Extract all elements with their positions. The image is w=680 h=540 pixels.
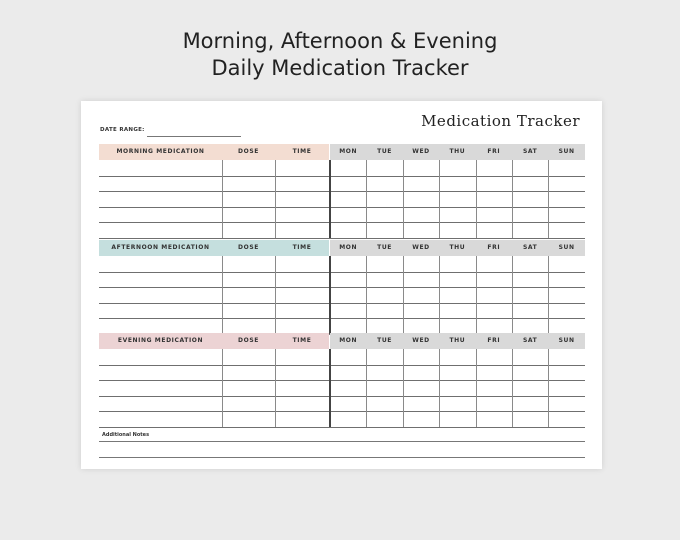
dose-header: DOSE	[238, 148, 259, 155]
section-header	[99, 333, 585, 349]
column-divider	[548, 256, 549, 334]
column-divider	[330, 349, 331, 427]
column-divider	[476, 349, 477, 427]
column-divider	[439, 256, 440, 334]
column-divider	[330, 160, 331, 238]
time-header: TIME	[292, 148, 312, 155]
day-header-tue: TUE	[377, 148, 393, 155]
section-title: MORNING MEDICATION	[116, 148, 205, 155]
day-header-thu: THU	[449, 148, 466, 155]
table-row-line	[99, 427, 585, 428]
dose-header: DOSE	[238, 244, 259, 251]
column-divider	[476, 256, 477, 334]
day-header-fri: FRI	[487, 148, 501, 155]
column-divider	[222, 256, 223, 334]
date-range-label: DATE RANGE:	[100, 127, 145, 133]
column-divider	[222, 160, 223, 238]
day-header-wed: WED	[412, 244, 430, 251]
section-title: AFTERNOON MEDICATION	[111, 244, 210, 251]
section-evening	[99, 333, 585, 427]
day-header-mon: MON	[339, 244, 358, 251]
day-header-sat: SAT	[522, 337, 538, 344]
column-divider	[275, 160, 276, 238]
column-divider	[366, 349, 367, 427]
day-header-wed: WED	[412, 337, 430, 344]
notes-line[interactable]	[99, 441, 585, 442]
page-headline	[0, 28, 680, 82]
time-header: TIME	[292, 337, 312, 344]
day-header-fri: FRI	[487, 244, 501, 251]
day-header-sun: SUN	[558, 148, 575, 155]
tracker-sheet	[81, 101, 602, 469]
column-divider	[366, 256, 367, 334]
day-header-wed: WED	[412, 148, 430, 155]
column-divider	[548, 349, 549, 427]
column-divider	[403, 256, 404, 334]
additional-notes-label: Additional Notes	[102, 432, 150, 438]
column-divider	[548, 160, 549, 238]
day-header-mon: MON	[339, 337, 358, 344]
table-row-line	[99, 238, 585, 239]
section-morning	[99, 144, 585, 238]
column-divider	[439, 160, 440, 238]
day-header-sun: SUN	[558, 244, 575, 251]
notes-line[interactable]	[99, 457, 585, 458]
day-header-tue: TUE	[377, 337, 393, 344]
column-divider	[403, 160, 404, 238]
column-divider	[366, 160, 367, 238]
day-header-thu: THU	[449, 337, 466, 344]
section-header	[99, 144, 585, 160]
day-header-thu: THU	[449, 244, 466, 251]
column-divider	[275, 256, 276, 334]
column-divider	[222, 349, 223, 427]
day-header-tue: TUE	[377, 244, 393, 251]
column-divider	[476, 160, 477, 238]
date-range-field[interactable]	[147, 136, 241, 137]
column-divider	[439, 349, 440, 427]
day-header-fri: FRI	[487, 337, 501, 344]
column-divider	[330, 256, 331, 334]
section-title: EVENING MEDICATION	[117, 337, 204, 344]
time-header: TIME	[292, 244, 312, 251]
dose-header: DOSE	[238, 337, 259, 344]
sheet-title: Medication Tracker	[421, 112, 580, 130]
day-header-mon: MON	[339, 148, 358, 155]
day-header-sat: SAT	[522, 148, 538, 155]
column-divider	[403, 349, 404, 427]
day-header-sat: SAT	[522, 244, 538, 251]
day-header-sun: SUN	[558, 337, 575, 344]
column-divider	[512, 160, 513, 238]
column-divider	[512, 349, 513, 427]
section-afternoon	[99, 240, 585, 334]
column-divider	[275, 349, 276, 427]
section-header	[99, 240, 585, 256]
column-divider	[512, 256, 513, 334]
headline-line-2: Daily Medication Tracker	[211, 56, 469, 80]
headline-line-1: Morning, Afternoon & Evening	[182, 29, 498, 53]
